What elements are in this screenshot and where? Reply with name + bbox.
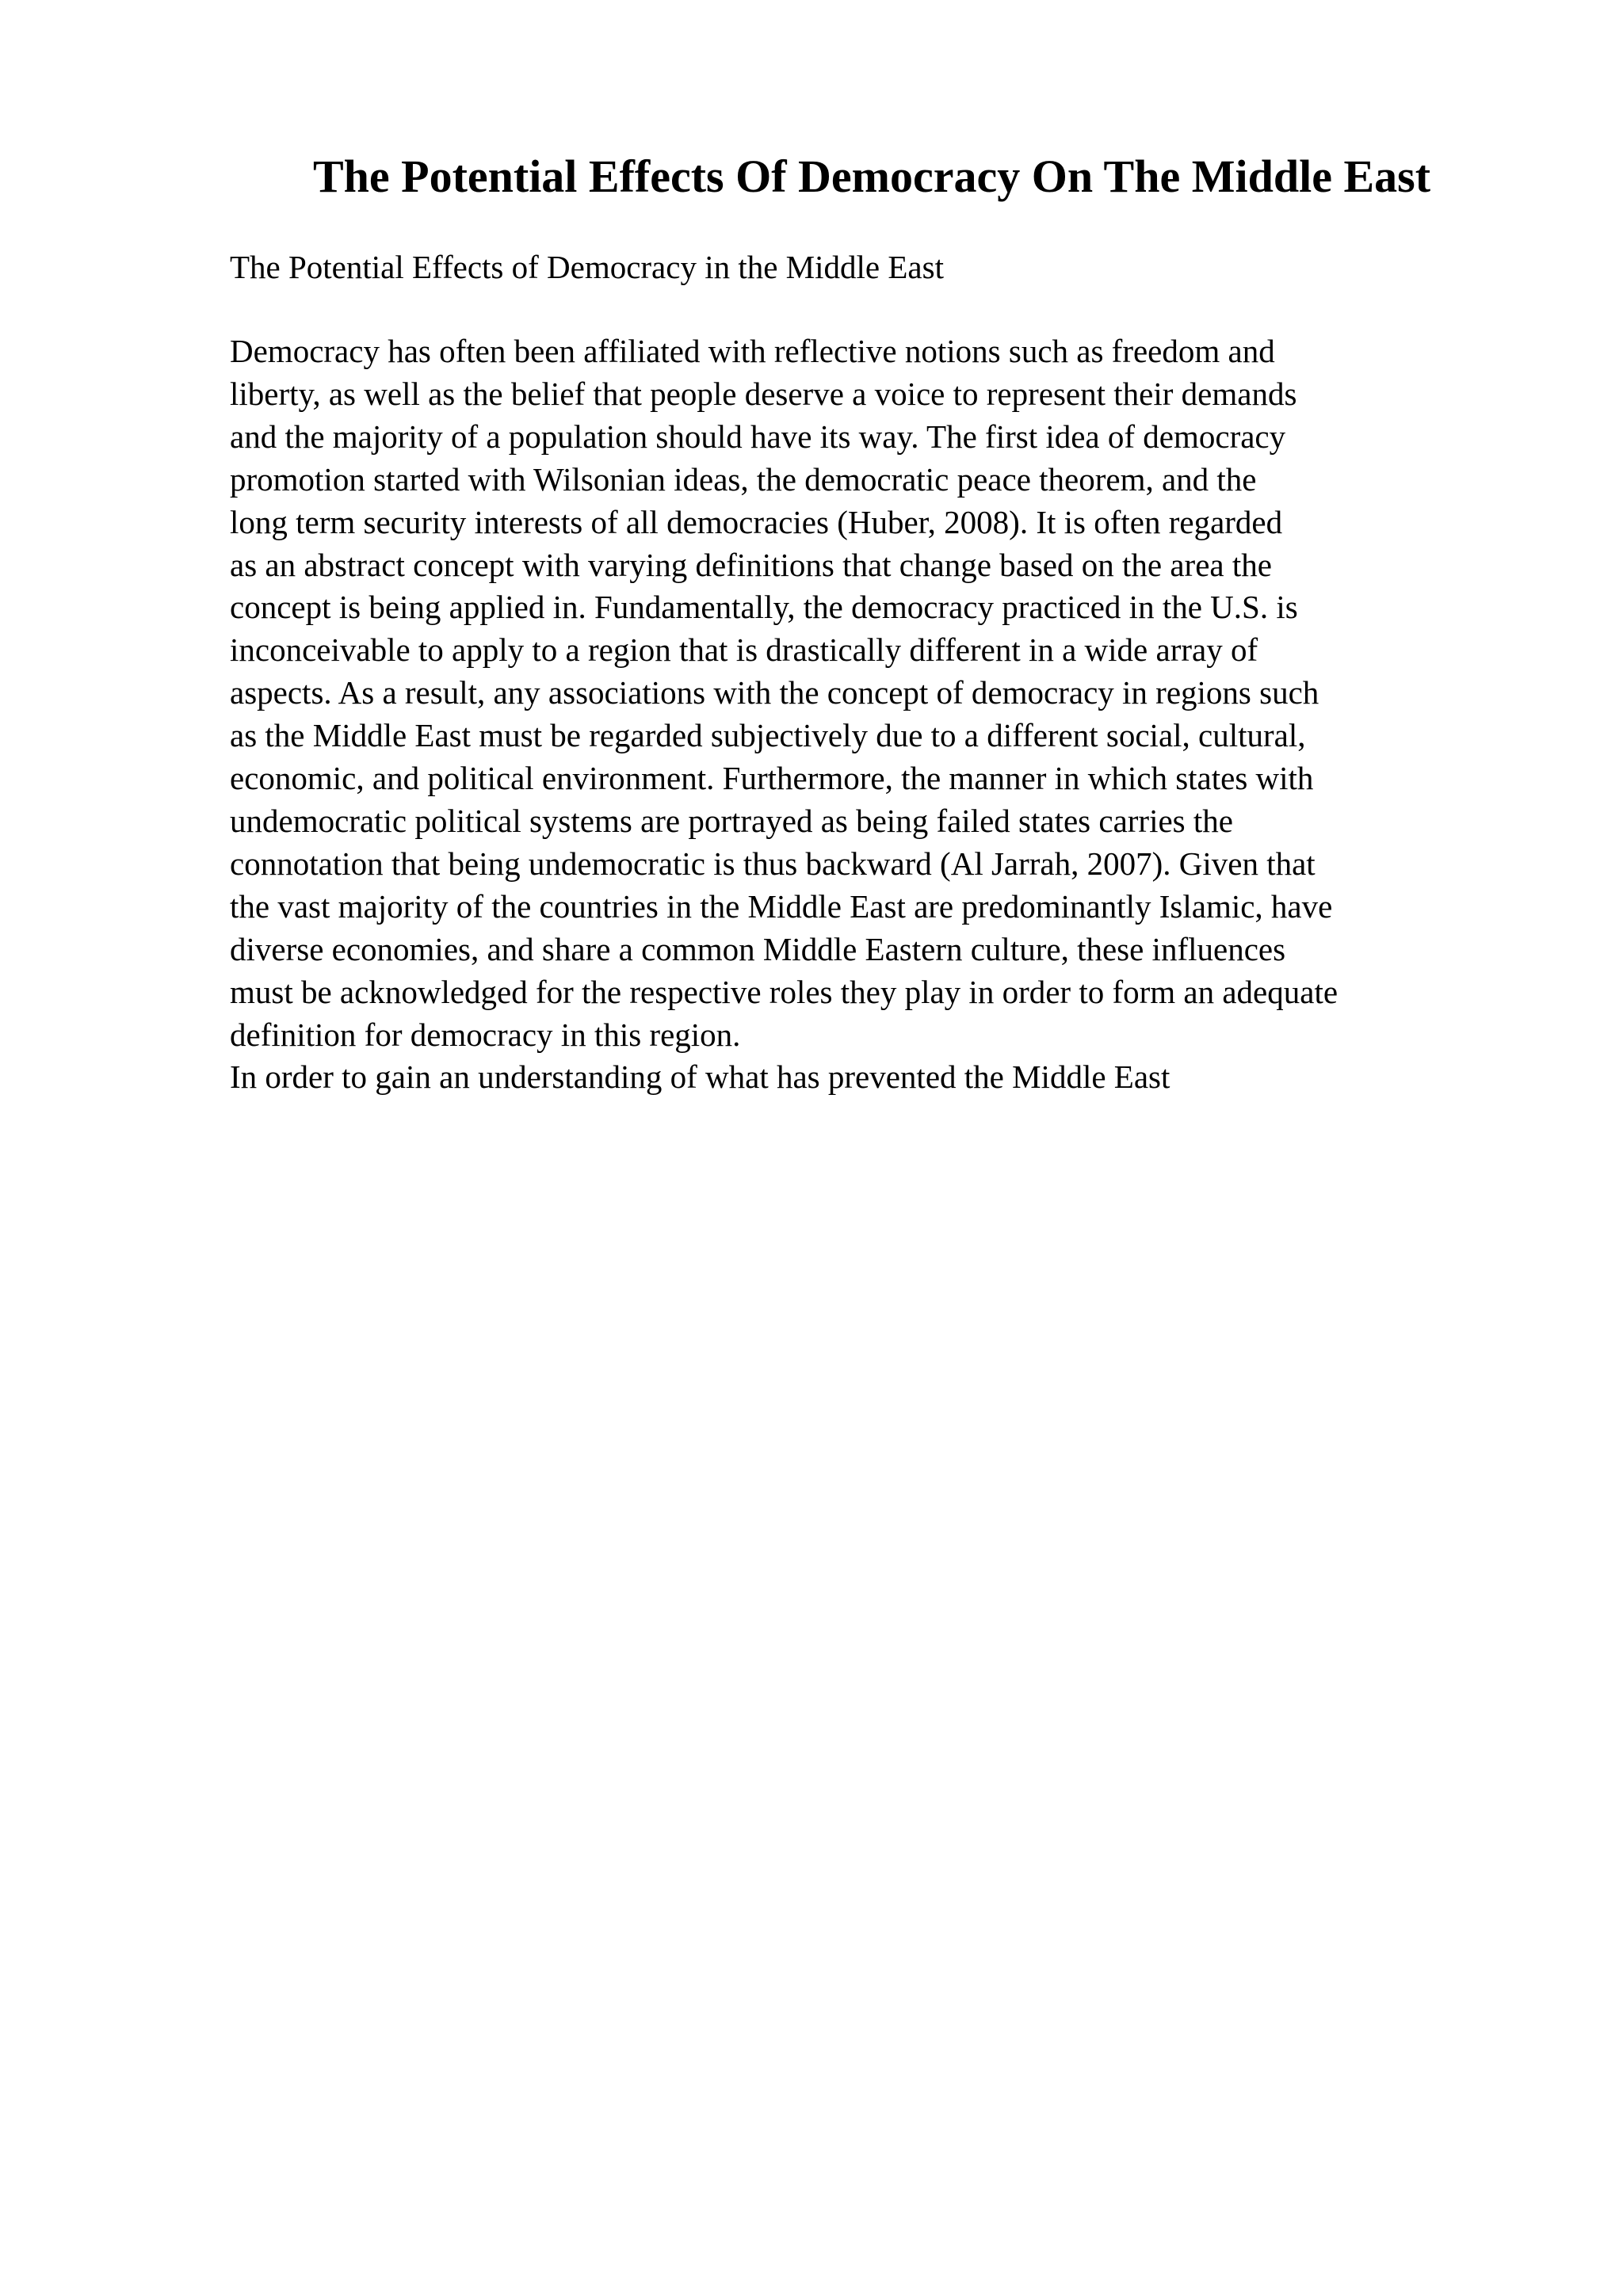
body-line: long term security interests of all democracies (Huber, 2008). It is often regarded xyxy=(230,503,1283,540)
body-line: the vast majority of the countries in the Middle East are predominantly Islamic, have xyxy=(230,887,1333,925)
body-line: Democracy has often been affiliated with reflective notions such as freedom and xyxy=(230,333,1275,369)
body-line: as an abstract concept with varying definitions that change based on the area the xyxy=(230,546,1272,583)
body-line: undemocratic political systems are portrayed as being failed states carries the xyxy=(230,802,1233,839)
body-line: economic, and political environment. Furthermore, the manner in which states with xyxy=(230,760,1314,797)
body-line: and the majority of a population should have its way. The first idea of democracy xyxy=(230,418,1286,455)
body-line: aspects. As a result, any associations with the concept of democracy in regions such xyxy=(230,674,1319,711)
body-text xyxy=(230,330,1498,1099)
body-line: diverse economies, and share a common Middle Eastern culture, these influences xyxy=(230,930,1286,967)
body-line: promotion started with Wilsonian ideas, the democratic peace theorem, and the xyxy=(230,460,1257,498)
body-line: In order to gain an understanding of what has prevented the Middle East xyxy=(230,1058,1170,1096)
body-line: definition for democracy in this region. xyxy=(230,1016,741,1053)
document-subtitle: The Potential Effects of Democracy in the Middle East xyxy=(230,249,944,285)
document-title: The Potential Effects Of Democracy On The Middle East xyxy=(312,151,1431,202)
body-line: as the Middle East must be regarded subjectively due to a different social, cultural, xyxy=(230,717,1306,754)
body-line: must be acknowledged for the respective roles they play in order to form an adequate xyxy=(230,973,1338,1010)
body-line: liberty, as well as the belief that people deserve a voice to represent their demands xyxy=(230,375,1297,412)
body-line: concept is being applied in. Fundamentally, the democracy practiced in the U.S. is xyxy=(230,589,1298,626)
body-line: inconceivable to apply to a region that is drastically different in a wide array of xyxy=(230,631,1258,669)
body-line: connotation that being undemocratic is thus backward (Al Jarrah, 2007). Given that xyxy=(230,845,1316,882)
